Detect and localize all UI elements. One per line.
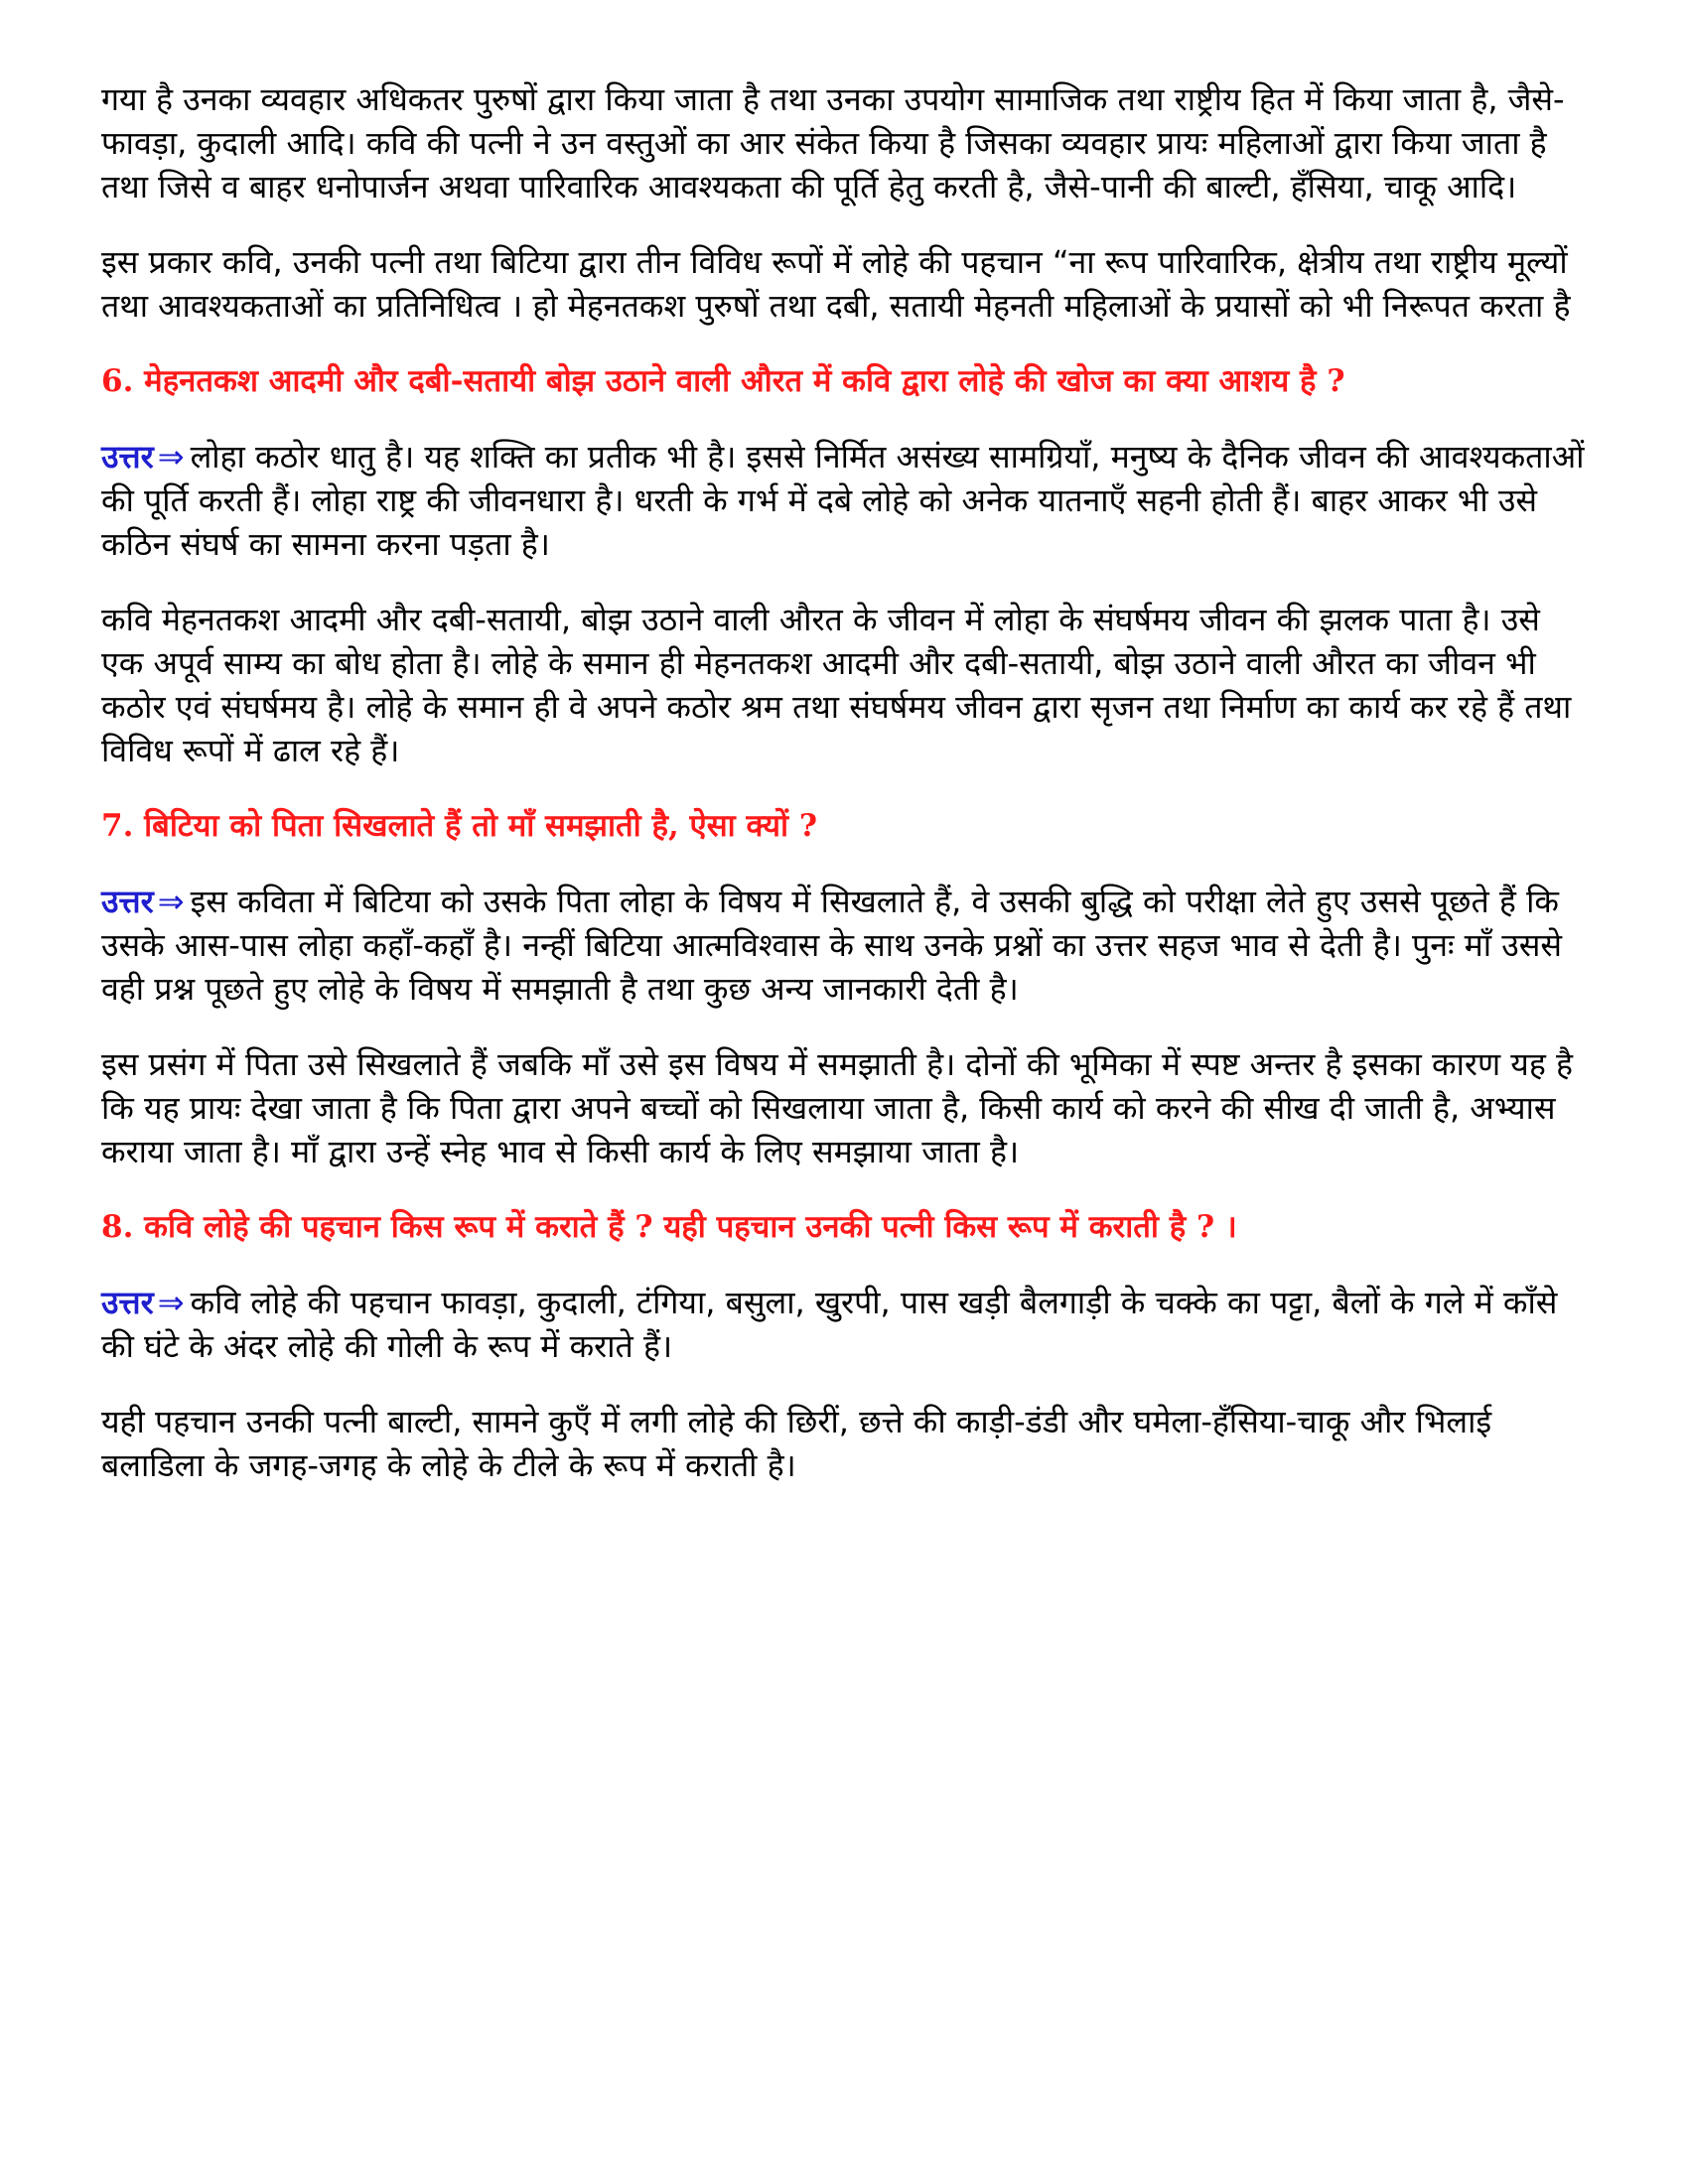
answer-label: उत्तर — [101, 1284, 154, 1321]
question-7-heading: 7. बिटिया को पिता सिखलाते हैं तो माँ समझाती है, ऐसा क्यों ? — [101, 808, 818, 844]
right-arrow-icon: ⇒ — [157, 883, 185, 920]
paragraph: इस प्रसंग में पिता उसे सिखलाते हैं जबकि माँ उसे इस विषय में समझाती है। दोनों की भूमिका में स्पष्ट अन्तर है इसका कारण यह है कि यह प्रायः देखा जाता है कि पिता द्वारा अपने बच्चों को सिखलाया जाता है, किसी कार्य को करने की सीख दी जाती है, अभ्यास कराया जाता है। माँ द्वारा उन्हें स्नेह भाव से किसी कार्य के लिए समझाया जाता है। — [101, 1045, 1573, 1170]
answer-text: लोहा कठोर धातु है। यह शक्ति का प्रतीक भी है। इससे निर्मित असंख्य सामग्रियाँ, मनुष्य के दैनिक जीवन की आवश्यकताओं की पूर्ति करती हैं। लोहा राष्ट्र की जीवनधारा है। धरती के गर्भ में दबे लोहे को अनेक यातनाएँ सहनी होती हैं। बाहर आकर भी उसे कठिन संघर्ष का सामना करना पड़ता है। — [101, 438, 1585, 563]
document-page — [101, 77, 1591, 1519]
paragraph: इस प्रकार कवि, उनकी पत्नी तथा बिटिया द्वारा तीन विविध रूपों में लोहे की पहचान “ना रूप पारिवारिक, क्षेत्रीय तथा राष्ट्रीय मूल्यों तथा आवश्यकताओं का प्रतिनिधित्व । हो मेहनतकश पुरुषों तथा दबी, सतायी मेहनती महिलाओं के प्रयासों को भी निरूपत करता है — [101, 243, 1571, 325]
answer-text: कवि लोहे की पहचान फावड़ा, कुदाली, टंगिया, बसुला, खुरपी, पास खड़ी बैलगाड़ी के चक्के का पट्टा, बैलों के गले में काँसे की घंटे के अंदर लोहे की गोली के रूप में कराते हैं। — [101, 1284, 1558, 1365]
paragraph: कवि मेहनतकश आदमी और दबी-सतायी, बोझ उठाने वाली औरत के जीवन में लोहा के संघर्षमय जीवन की झलक पाता है। उसे एक अपूर्व साम्य का बोध होता है। लोहे के समान ही मेहनतकश आदमी और दबी-सतायी, बोझ उठाने वाली औरत का जीवन भी कठोर एवं संघर्षमय है। लोहे के समान ही वे अपने कठोर श्रम तथा संघर्षमय जीवन द्वारा सृजन तथा निर्माण का कार्य कर रहे हैं तथा विविध रूपों में ढाल रहे हैं। — [101, 601, 1572, 769]
paragraph: गया है उनका व्यवहार अधिकतर पुरुषों द्वारा किया जाता है तथा उनका उपयोग सामाजिक तथा राष्ट्रीय हित में किया जाता है, जैसे-फावड़ा, कुदाली आदि। कवि की पत्नी ने उन वस्तुओं का आर संकेत किया है जिसका व्यवहार प्रायः महिलाओं द्वारा किया जाता है तथा जिसे व बाहर धनोपार्जन अथवा पारिवारिक आवश्यकता की पूर्ति हेतु करती है, जैसे-पानी की बाल्टी, हँसिया, चाकू आदि। — [101, 80, 1565, 205]
right-arrow-icon: ⇒ — [157, 1284, 185, 1321]
question-8-heading: 8. कवि लोहे की पहचान किस रूप में कराते हैं ? यही पहचान उनकी पत्नी किस रूप में कराती है ? । — [101, 1209, 1237, 1245]
answer-text: इस कविता में बिटिया को उसके पिता लोहा के विषय में सिखलाते हैं, वे उसकी बुद्धि को परीक्षा लेते हुए उससे पूछते हैं कि उसके आस-पास लोहा कहाँ-कहाँ है। नन्हीं बिटिया आत्मविश्वास के साथ उनके प्रश्नों का उत्तर सहज भाव से देती है। पुनः माँ उससे वही प्रश्न पूछते हुए लोहे के विषय में समझाती है तथा कुछ अन्य जानकारी देती है। — [101, 883, 1563, 1008]
answer-label: उत्तर — [101, 438, 154, 476]
right-arrow-icon: ⇒ — [157, 438, 185, 476]
answer-paragraph — [101, 435, 1591, 566]
paragraph: यही पहचान उनकी पत्नी बाल्टी, सामने कुएँ में लगी लोहे की छिरीं, छत्ते की काड़ी-डंडी और घमेला-हँसिया-चाकू और भिलाई बलाडिला के जगह-जगह के लोहे के टीले के रूप में कराती है। — [101, 1403, 1492, 1484]
answer-paragraph — [101, 1281, 1591, 1368]
question-6-heading: 6. मेहनतकश आदमी और दबी-सतायी बोझ उठाने वाली औरत में कवि द्वारा लोहे की खोज का क्या आशय है ? — [101, 363, 1345, 399]
answer-label: उत्तर — [101, 883, 154, 920]
answer-paragraph — [101, 880, 1591, 1011]
